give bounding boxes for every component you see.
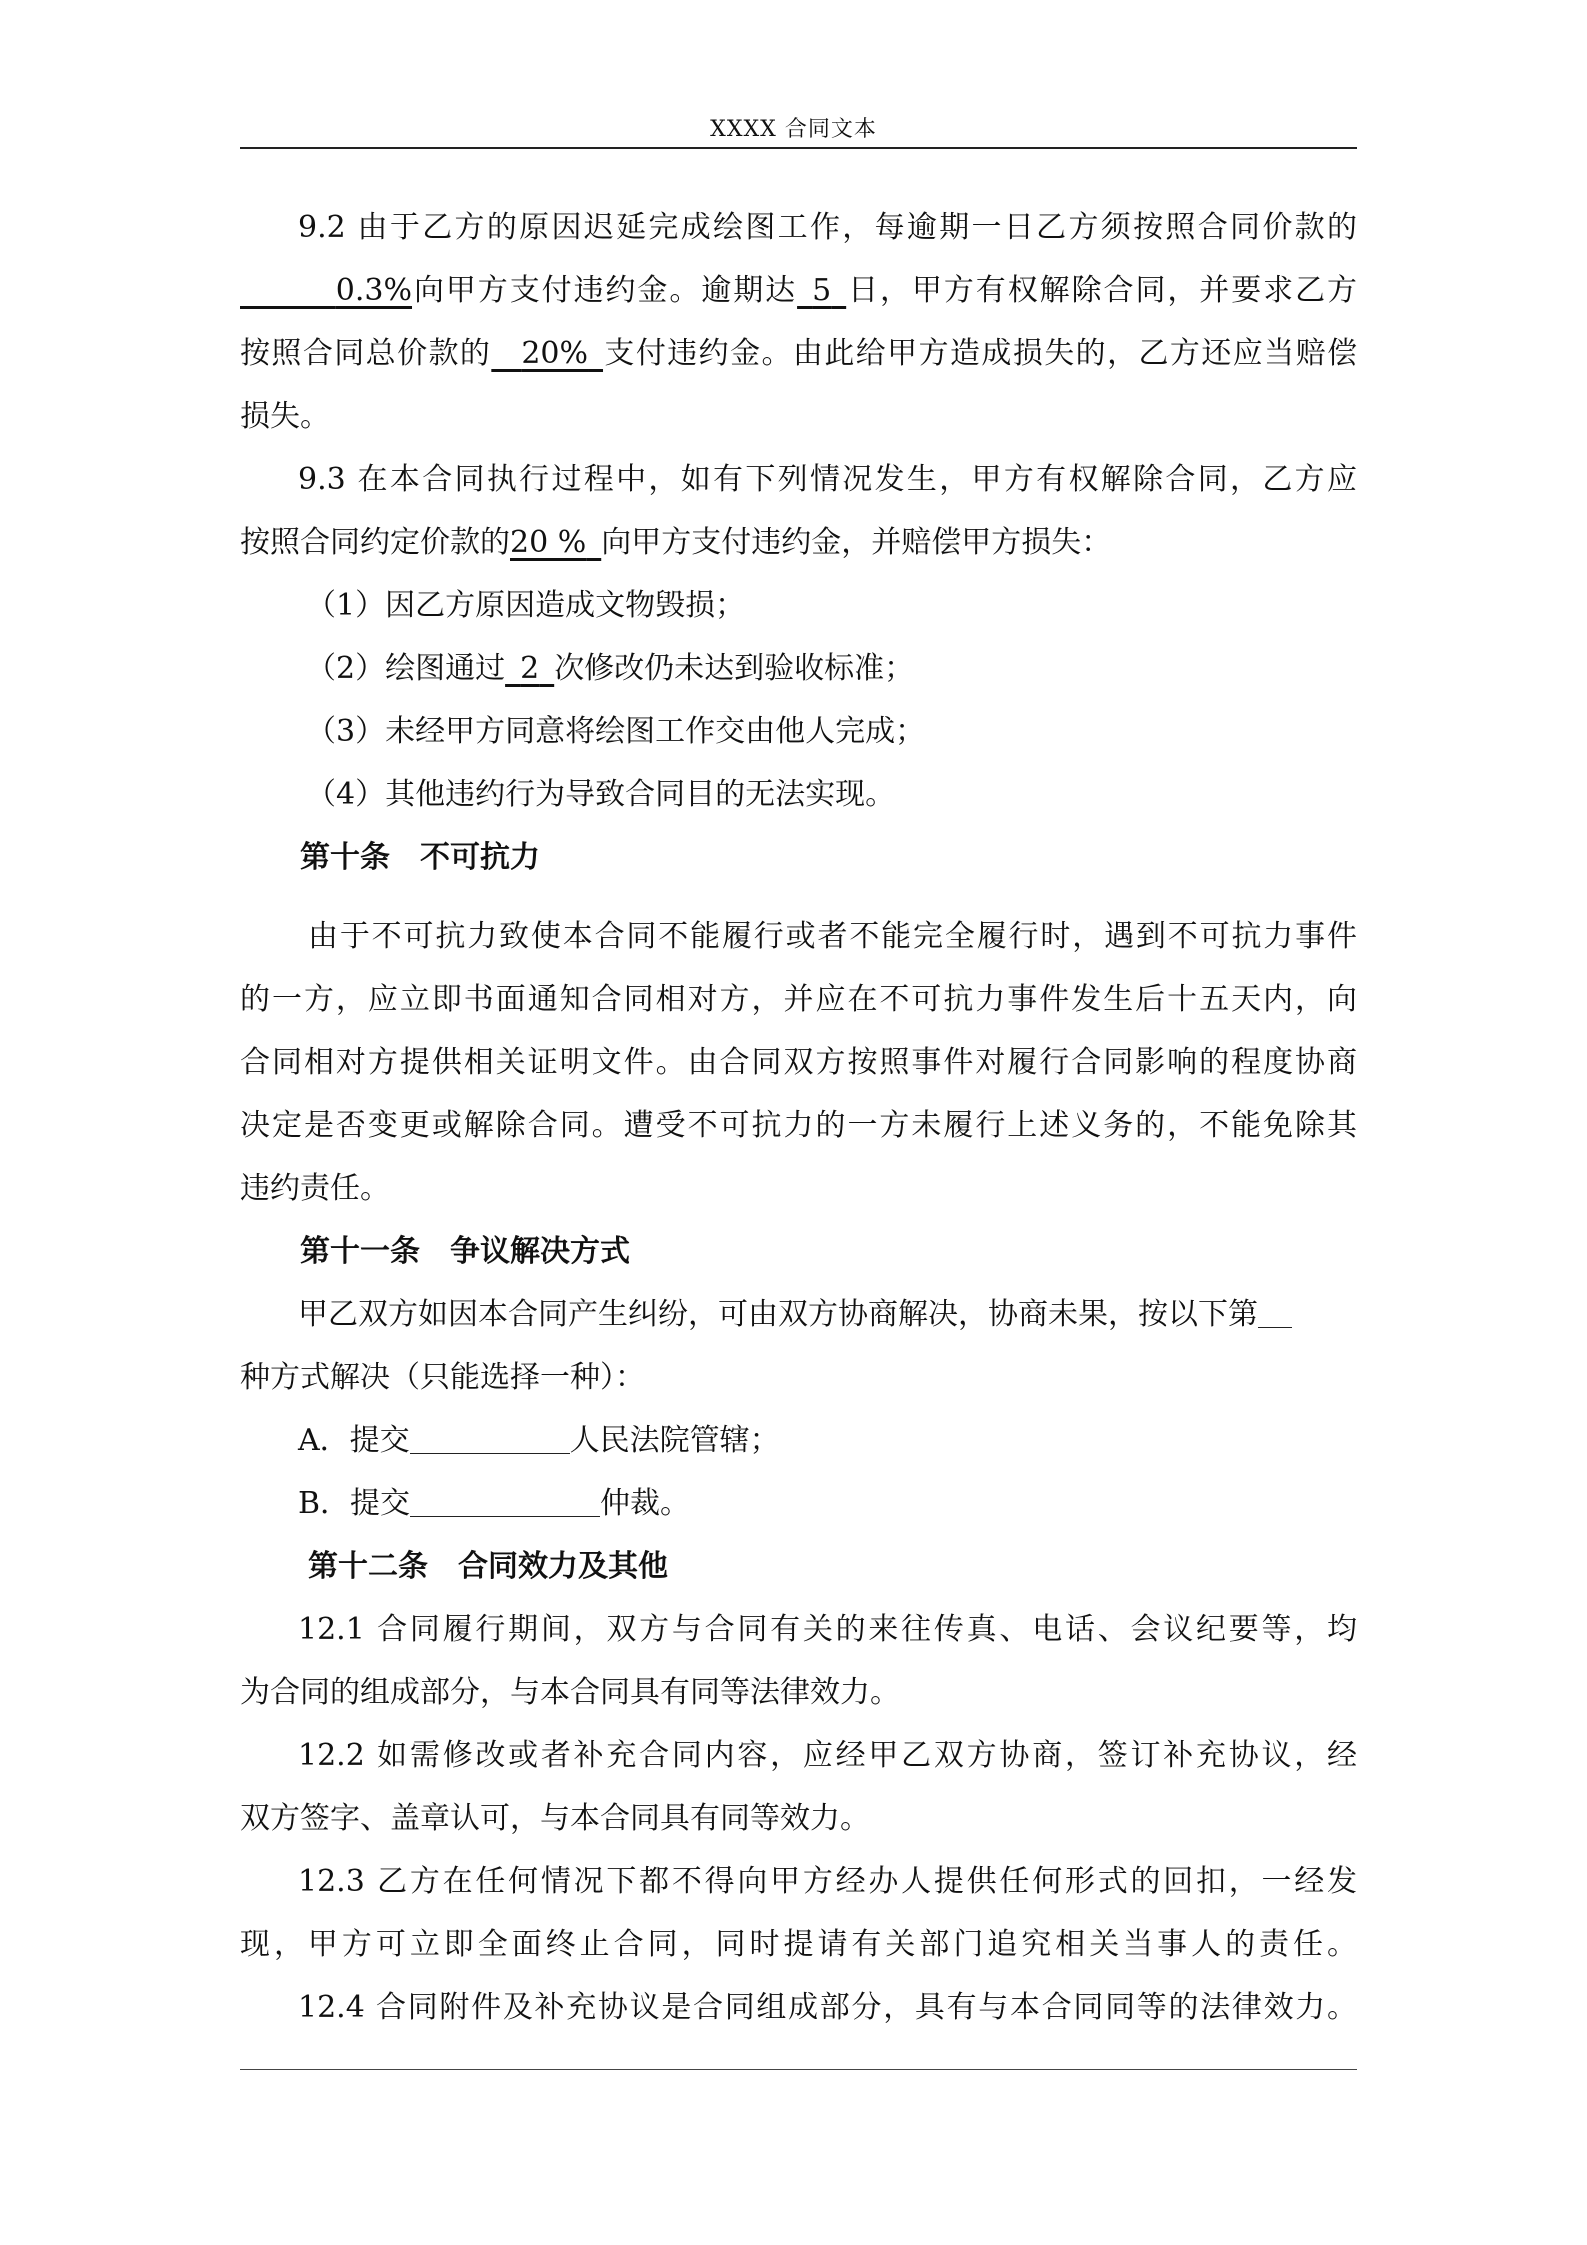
clause-12-2-line-2: 双方签字、盖章认可，与本合同具有同等效力。 <box>240 1801 870 1836</box>
clause-12-1-line-1: 12.1 合同履行期间，双方与合同有关的来往传真、电话、会议纪要等，均 <box>298 1612 1357 1647</box>
clause-9-2-line-3: 按照合同总价款的 20% 支付违约金。由此给甲方造成损失的，乙方还应当赔偿 <box>240 336 1357 371</box>
article-11-line-2: 种方式解决（只能选择一种）： <box>240 1360 645 1395</box>
article-12-heading: 第十二条 合同效力及其他 <box>308 1549 668 1584</box>
clause-9-2-line-4: 损失。 <box>240 399 330 434</box>
clause-9-3-line-2: 按照合同约定价款的20 % 向甲方支付违约金，并赔偿甲方损失： <box>240 525 1112 560</box>
clause-9-2-line-2: 0.3%向甲方支付违约金。逾期达 5 日，甲方有权解除合同，并要求乙方 <box>240 259 1357 322</box>
footer-divider <box>240 2069 1357 2070</box>
clause-12-2-line-1: 12.2 如需修改或者补充合同内容，应经甲乙双方协商，签订补充协议，经 <box>298 1738 1357 1773</box>
clause-12-4-line-1: 12.4 合同附件及补充协议是合同组成部分，具有与本合同同等的法律效力。 <box>298 1990 1357 2025</box>
article-10-line-2: 的一方，应立即书面通知合同相对方，并应在不可抗力事件发生后十五天内，向 <box>240 982 1357 1017</box>
clause-9-3-item-4: （4）其他违约行为导致合同目的无法实现。 <box>306 777 896 812</box>
arbitration-body-blank <box>410 1482 600 1517</box>
penalty-percent-field: 20% <box>521 336 589 371</box>
article-11-option-b: B．提交 仲裁。 <box>240 1472 1357 1535</box>
clause-12-3-line-2: 现，甲方可立即全面终止合同，同时提请有关部门追究相关当事人的责任。 <box>240 1927 1357 1962</box>
clause-9-3-item-2: （2）绘图通过 2 次修改仍未达到验收标准； <box>306 651 915 686</box>
article-10-line-4: 决定是否变更或解除合同。遭受不可抗力的一方未履行上述义务的，不能免除其 <box>240 1108 1357 1143</box>
article-11-heading: 第十一条 争议解决方式 <box>300 1234 630 1269</box>
article-11-line-1: 甲乙双方如因本合同产生纠纷，可由双方协商解决，协商未果，按以下第 <box>240 1283 1357 1346</box>
dispute-option-blank <box>1258 1293 1292 1328</box>
article-10-line-3: 合同相对方提供相关证明文件。由合同双方按照事件对履行合同影响的程度协商 <box>240 1045 1357 1080</box>
clause-12-3-line-1: 12.3 乙方在任何情况下都不得向甲方经办人提供任何形式的回扣，一经发 <box>298 1864 1357 1899</box>
clause-12-1-line-2: 为合同的组成部分，与本合同具有同等法律效力。 <box>240 1675 900 1710</box>
page-header-title: XXXX 合同文本 <box>710 117 877 142</box>
penalty-rate-field: 0.3% <box>335 273 413 308</box>
header-divider <box>240 147 1357 149</box>
termination-penalty-field: 20 % <box>510 525 587 560</box>
clause-9-3-line-1: 9.3 在本合同执行过程中，如有下列情况发生，甲方有权解除合同，乙方应 <box>298 462 1357 497</box>
article-11-option-a: A．提交 人民法院管辖； <box>240 1409 1357 1472</box>
revision-count-field: 2 <box>520 651 540 686</box>
clause-9-2-line-1: 9.2 由于乙方的原因迟延完成绘图工作，每逾期一日乙方须按照合同价款的 <box>298 210 1357 245</box>
court-name-blank <box>410 1419 570 1454</box>
overdue-days-field: 5 <box>812 273 832 308</box>
article-10-heading: 第十条 不可抗力 <box>300 840 540 875</box>
article-10-line-5: 违约责任。 <box>240 1171 390 1206</box>
clause-9-3-item-1: （1）因乙方原因造成文物毁损； <box>306 588 746 623</box>
document-body <box>240 196 1357 2039</box>
clause-9-3-item-3: （3）未经甲方同意将绘图工作交由他人完成； <box>306 714 926 749</box>
article-10-line-1: 由于不可抗力致使本合同不能履行或者不能完全履行时，遇到不可抗力事件 <box>308 919 1357 954</box>
